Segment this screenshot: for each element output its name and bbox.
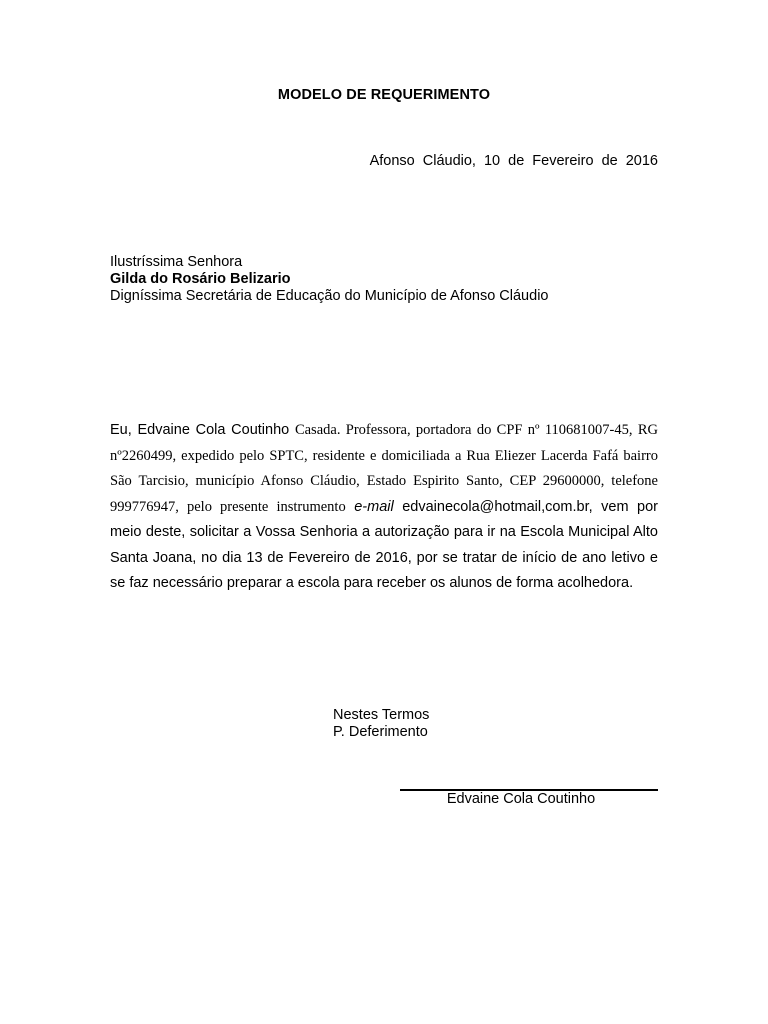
closing-line-deferimento: P. Deferimento — [333, 724, 428, 740]
signature-name: Edvaine Cola Coutinho — [446, 791, 596, 807]
addressee-salutation: Ilustríssima Senhora — [110, 254, 243, 270]
body-serif-segment: Casada. Professora, portadora do CPF nº 110681007-45, RG nº2260499, expedido pelo SPTC, residente e domiciliada a Rua Eliezer Lacerda Fafá bairro São Tarcisio, município Afonso Cláudio, Estado Espirito Santo, CEP 29600000, telefone 999776947, pelo presente instrumento — [110, 422, 658, 515]
closing-block — [333, 707, 429, 741]
email-label: e-mail — [354, 498, 394, 515]
closing-line-terms: Nestes Termos — [333, 707, 430, 723]
addressee-position: Digníssima Secretária de Educação do Município de Afonso Cláudio — [110, 288, 549, 304]
document-title: MODELO DE REQUERIMENTO — [277, 87, 491, 103]
date-line: Afonso Cláudio, 10 de Fevereiro de 2016 — [369, 153, 658, 169]
request-body — [110, 418, 658, 597]
addressee-name: Gilda do Rosário Belizario — [110, 271, 291, 287]
body-continuation: edvainecola@hotmail,com.br, vem por meio deste, solicitar a Vossa Senhoria a autorização para ir na Escola Municipal Alto Santa Joana, no dia 13 de Fevereiro de 2016, por se tratar de início de ano letivo e se faz necessário preparar a escola para receber os alunos de forma acolhedora. — [110, 498, 659, 591]
addressee-block — [110, 254, 548, 305]
body-opening: Eu, Edvaine Cola Coutinho — [110, 422, 290, 438]
